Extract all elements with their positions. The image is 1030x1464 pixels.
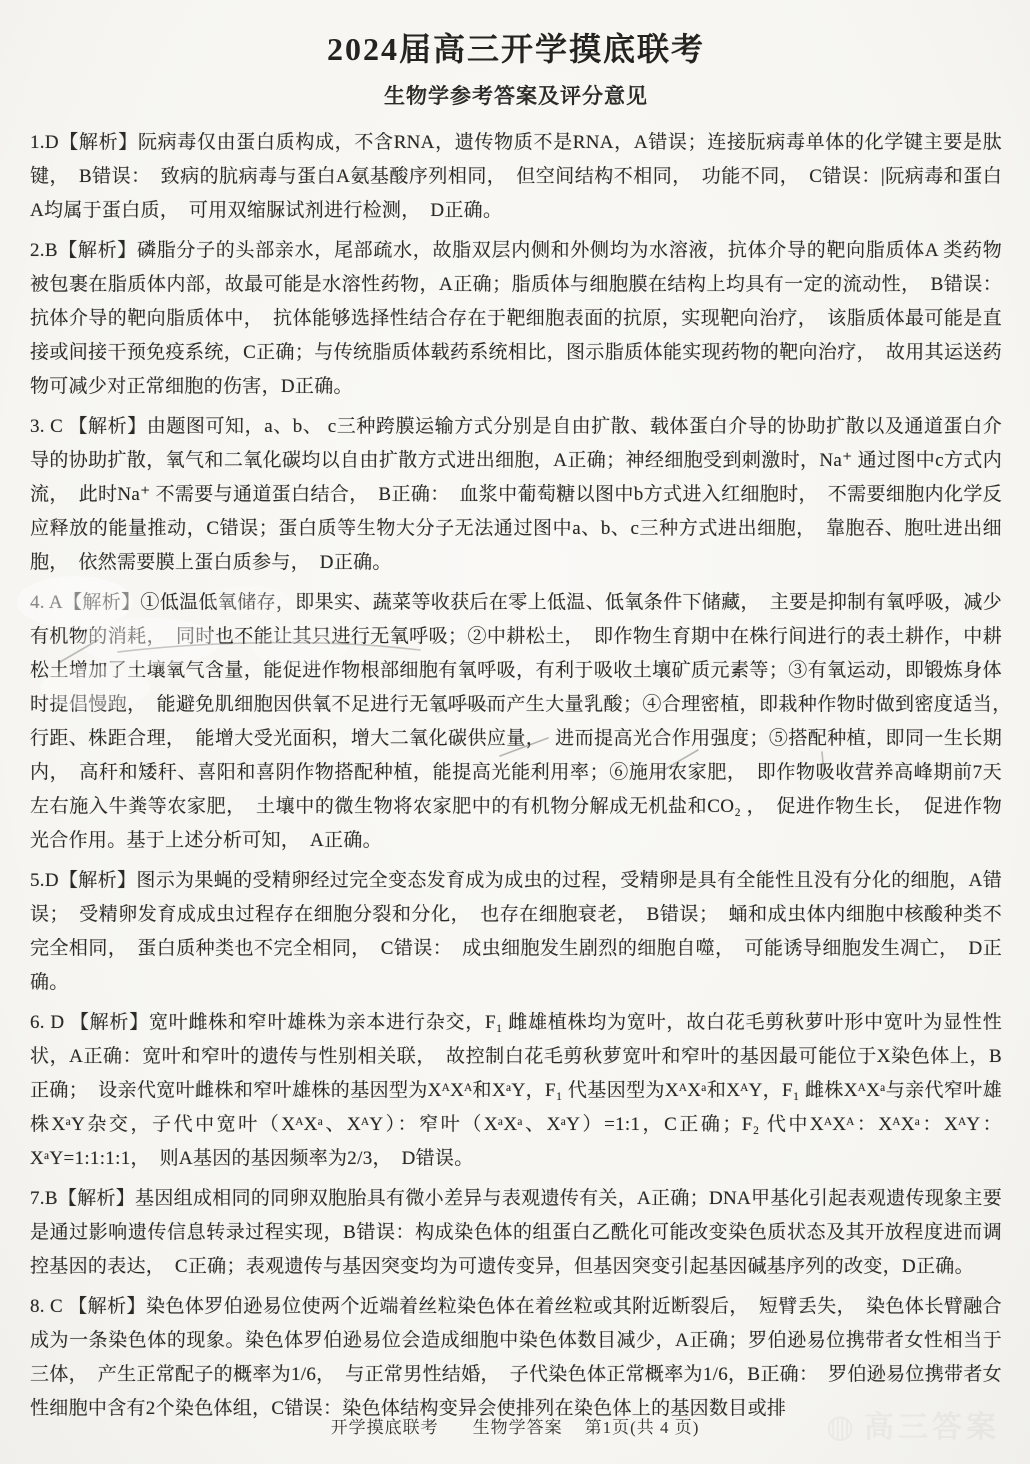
watermark-text: 高三答案 — [864, 1411, 1000, 1444]
answer-explanation-4: 4. A【解析】①低温低氧储存，即果实、蔬菜等收获后在零上低温、低氧条件下储藏， 主要是抑制有氧呼吸，减少有机物的消耗， 同时也不能让其只进行无氧呼吸；②中耕松土， 即作物生育期中在株行间进行的表土耕作，中耕松土增加了土壤氧气含量，能促进作物根部细胞有氧呼吸，有利于吸收土壤矿质元素等；③有氧运动，即锻炼身体时提倡慢跑， 能避免肌细胞因供氧不足进行无氧呼吸而产生大量乳酸；④合理密植，即栽种作物时做到密度适当， 行距、株距合理， 能增大受光面积，增大二氧化碳供应量， 进而提高光合作用强度；⑤搭配种植，即同一生长期内， 高秆和矮秆、喜阳和喜阴作物搭配种植，能提高光能利用率；⑥施用农家肥， 即作物吸收营养高峰期前7天左右施入牛粪等农家肥， 土壤中的微生物将农家肥中的有机物分解成无机盐和CO₂ ， 促进作物生长， 促进作物光合作用。基于上述分析可知， A正确。 — [30, 592, 1022, 851]
answer-explanation-8: 8. C 【解析】染色体罗伯逊易位使两个近端着丝粒染色体在着丝粒或其附近断裂后， 短臂丢失， 染色体长臂融合成为一条染色体的现象。染色体罗伯逊易位会造成细胞中染色体数目减少，A正确；罗伯逊易位携带者女性相当于三体， 产生正常配子的概率为1/6， 与正常男性结婚， 子代染色体正常概率为1/6，B正确： 罗伯逊易位携带者女性细胞中含有2个染色体组，C错误：染色体结构变异会使排列在染色体上的基因数目或排 — [30, 1296, 1002, 1419]
answer-explanation-3: 3. C 【解析】由题图可知，a、b、 c三种跨膜运输方式分别是自由扩散、载体蛋白介导的协助扩散以及通道蛋白介导的协助扩散，氧气和二氧化碳均以自由扩散方式进出细胞，A正确；神经细胞受到刺激时，Na⁺ 通过图中c方式内流， 此时Na⁺ 不需要与通道蛋白结合， B正确： 血浆中葡萄糖以图中b方式进入红细胞时， 不需要细胞内化学反应释放的能量推动，C错误；蛋白质等生物大分子无法通过图中a、b、c三种方式进出细胞， 靠胞吞、胞吐进出细胞， 依然需要膜上蛋白质参与， D正确。 — [30, 416, 1002, 573]
footer-subject: 生物学答案 — [472, 1418, 563, 1437]
footer-exam-name: 开学摸底联考 — [330, 1418, 439, 1437]
publisher-logo-icon: ◍ — [826, 1408, 858, 1444]
page-subtitle: 生物学参考答案及评分意见 — [384, 84, 648, 108]
answer-explanation-6: 6. D 【解析】宽叶雌株和窄叶雄株为亲本进行杂交，F₁ 雌雄植株均为宽叶，故白花毛剪秋萝叶形中宽叶为显性性状，A正确：宽叶和窄叶的遗传与性别相关联， 故控制白花毛剪秋萝宽叶和窄叶的基因最可能位于X染色体上，B正确； 设亲代宽叶雌株和窄叶雄株的基因型为XᴬXᴬ和XᵃY，F₁ 代基因型为XᴬXᵃ和XᴬY，F₁ 雌株XᴬXᵃ与亲代窄叶雄株XᵃY杂交，子代中宽叶（XᴬXᵃ、XᴬY）：窄叶（XᵃXᵃ、XᵃY）=1:1，C正确；F₂ 代中XᴬXᴬ：XᴬXᵃ：XᴬY：XᵃY=1:1:1:1， 则A基因的基因频率为2/3， D错误。 — [30, 1012, 1002, 1169]
answer-explanation-2: 2.B【解析】磷脂分子的头部亲水，尾部疏水，故脂双层内侧和外侧均为水溶液，抗体介导的靶向脂质体A 类药物被包裹在脂质体内部，故最可能是水溶性药物，A正确；脂质体与细胞膜在结构上均具有一定的流动性， B错误：抗体介导的靶向脂质体中， 抗体能够选择性结合存在于靶细胞表面的抗原，实现靶向治疗， 该脂质体最可能是直接或间接干预免疫系统，C正确；与传统脂质体载药系统相比，图示脂质体能实现药物的靶向治疗， 故用其运送药物可减少对正常细胞的伤害，D正确。 — [30, 240, 1002, 397]
answer-explanation-7: 7.B【解析】基因组成相同的同卵双胞胎具有微小差异与表观遗传有关，A正确；DNA甲基化引起表观遗传现象主要是通过影响遗传信息转录过程实现，B错误：构成染色体的组蛋白乙酰化可能改变染色质状态及其开放程度进而调控基因的表达， C正确；表观遗传与基因突变均为可遗传变异，但基因突变引起基因碱基序列的改变，D正确。 — [30, 1188, 1002, 1277]
page-title: 2024届高三开学摸底联考 — [326, 31, 705, 67]
footer-page-number: 第1页(共 4 页) — [584, 1418, 700, 1437]
page-footer — [0, 1413, 1030, 1438]
answer-explanation-1: 1.D【解析】阮病毒仅由蛋白质构成，不含RNA，遗传物质不是RNA，A错误；连接朊病毒单体的化学键主要是肽键， B错误： 致病的肮病毒与蛋白A氨基酸序列相同， 但空间结构不相同， 功能不同， C错误：|阮病毒和蛋白A均属于蛋白质， 可用双缩脲试剂进行检测， D正确。 — [30, 132, 1002, 221]
answer-explanation-5: 5.D【解析】图示为果蝇的受精卵经过完全变态发育成为成虫的过程，受精卵是具有全能性且没有分化的细胞，A错误； 受精卵发育成成虫过程存在细胞分裂和分化， 也存在细胞衰老， B错误； 蛹和成虫体内细胞中核酸种类不完全相同， 蛋白质种类也不完全相同， C错误： 成虫细胞发生剧烈的细胞自噬， 可能诱导细胞发生凋亡， D正确。 — [30, 870, 1002, 993]
